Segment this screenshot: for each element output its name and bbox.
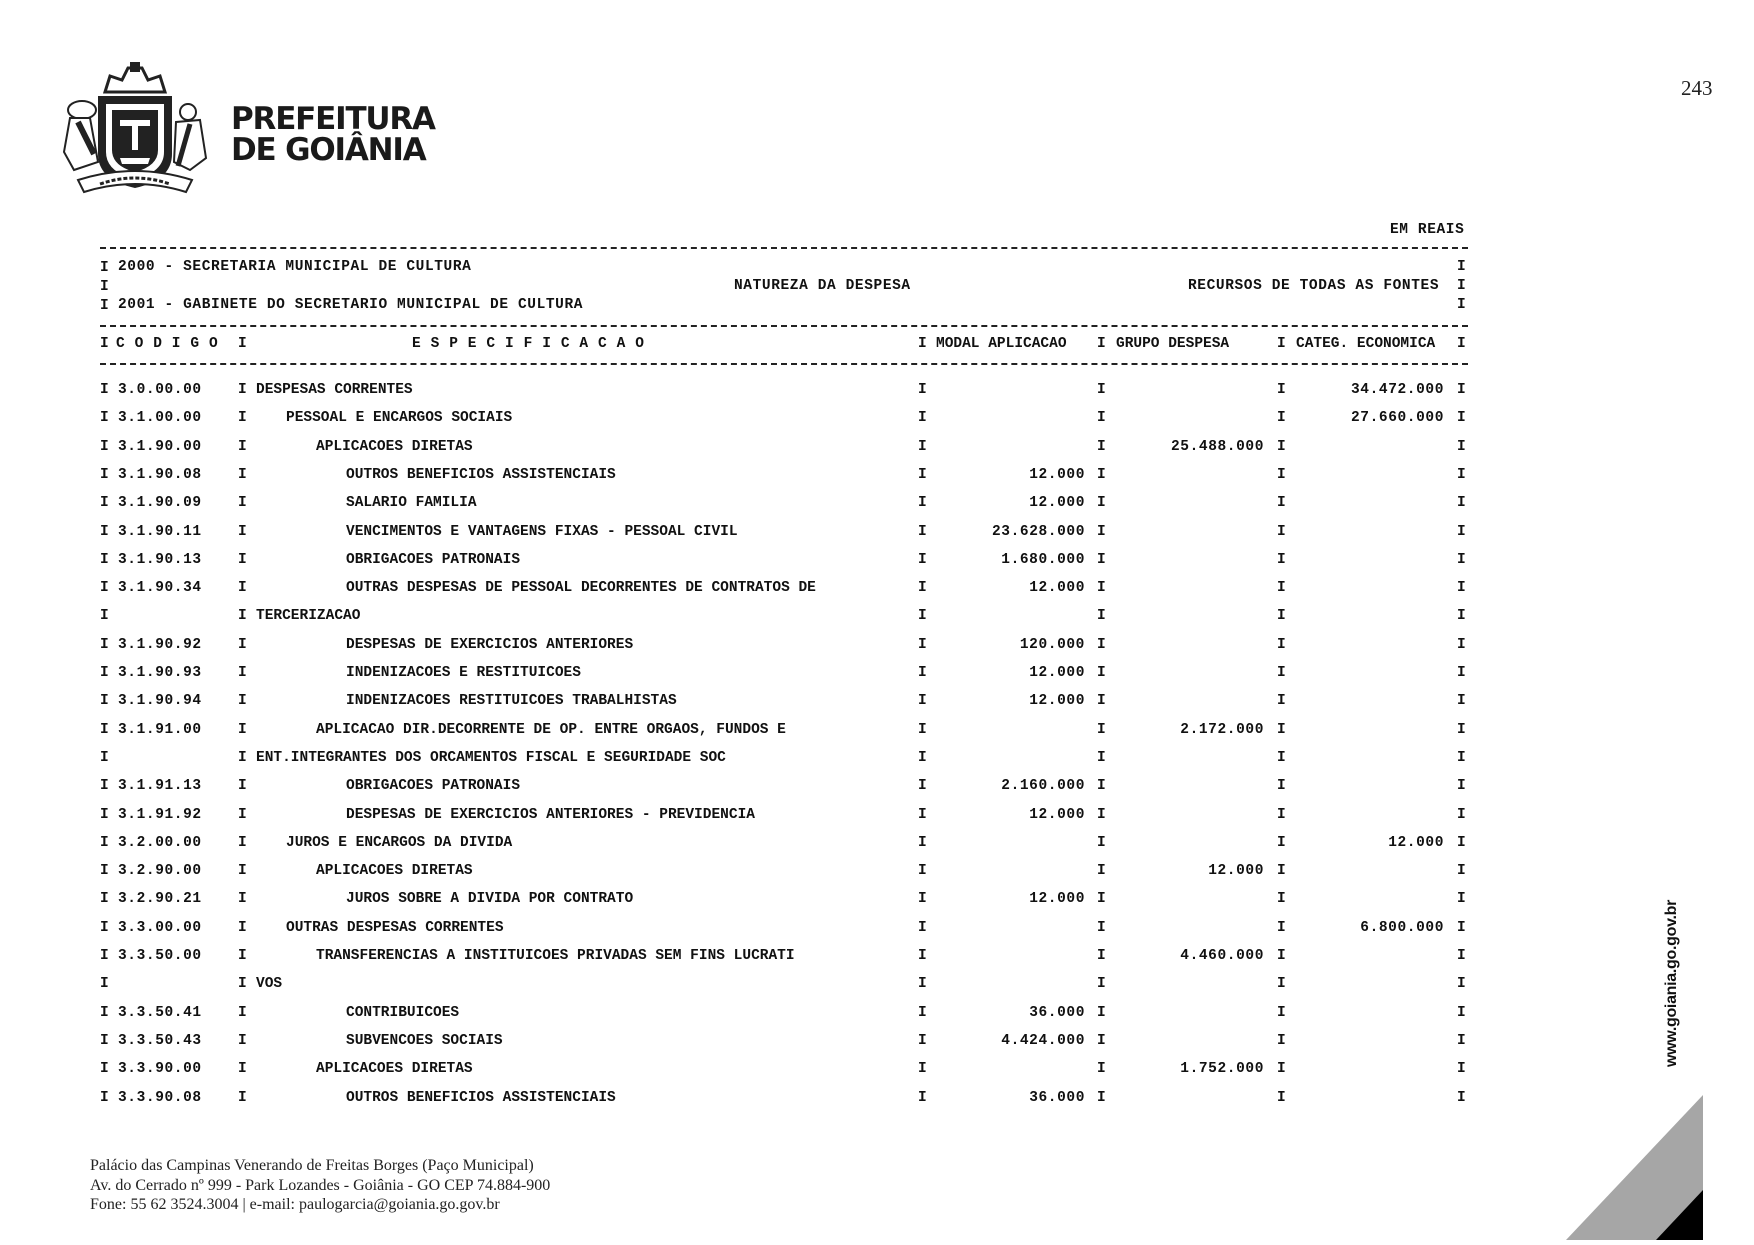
table-row	[0, 721, 1754, 739]
row-code: 3.1.90.94	[118, 693, 202, 710]
border-bar: I	[1457, 721, 1467, 738]
border-bar: I	[100, 976, 110, 993]
border-bar: I	[918, 778, 928, 795]
row-code: 3.3.90.00	[118, 1061, 202, 1078]
row-modal-value: 12.000	[1029, 693, 1085, 710]
table-row	[0, 409, 1754, 427]
row-description: DESPESAS DE EXERCICIOS ANTERIORES	[346, 636, 634, 653]
border-bar: I	[1097, 551, 1107, 568]
city-seal-logo	[60, 62, 210, 197]
border-bar: I	[1277, 636, 1287, 653]
border-bar: I	[238, 806, 248, 823]
border-bar: I	[1457, 1004, 1467, 1021]
border-bar: I	[100, 523, 110, 540]
border-bar: I	[238, 336, 248, 352]
row-code: 3.1.90.13	[118, 551, 202, 568]
border-bar: I	[1277, 1089, 1287, 1106]
row-categ-value: 12.000	[1388, 834, 1444, 851]
border-bar: I	[1097, 1061, 1107, 1078]
border-bar: I	[238, 863, 248, 880]
border-bar: I	[100, 410, 110, 427]
border-bar: I	[1097, 523, 1107, 540]
divider-top	[100, 247, 1468, 249]
border-bar: I	[100, 382, 110, 398]
table-row	[0, 834, 1754, 852]
border-bar: I	[1097, 834, 1107, 851]
border-bar: I	[1097, 495, 1107, 512]
table-row	[0, 777, 1754, 795]
border-bar: I	[100, 665, 110, 681]
row-grupo-value: 4.460.000	[1180, 948, 1264, 964]
border-bar: I	[918, 806, 928, 823]
border-bar: I	[1457, 1061, 1467, 1078]
border-bar: I	[1277, 608, 1287, 625]
border-bar: I	[1457, 382, 1467, 398]
border-bar: I	[918, 410, 928, 427]
border-bar: I	[238, 948, 248, 964]
border-bar: I	[918, 636, 928, 653]
border-bar: I	[100, 863, 110, 880]
border-bar: I	[1277, 976, 1287, 993]
border-bar: I	[918, 721, 928, 738]
row-description: APLICACOES DIRETAS	[316, 438, 473, 455]
border-bar: I	[238, 410, 248, 427]
row-description: VOS	[256, 976, 283, 993]
border-bar: I	[1277, 551, 1287, 568]
border-bar: I	[1457, 863, 1467, 880]
border-bar: I	[1277, 336, 1287, 352]
row-modal-value: 4.424.000	[1001, 1032, 1085, 1049]
border-bar: I	[1457, 438, 1467, 455]
row-grupo-value: 2.172.000	[1180, 721, 1264, 738]
table-row	[0, 862, 1754, 880]
border-bar: I	[100, 495, 110, 512]
row-code: 3.1.91.92	[118, 806, 202, 823]
border-bar: I	[1097, 410, 1107, 427]
border-bar: I	[100, 919, 110, 936]
border-bar: I	[1457, 891, 1467, 908]
row-code: 3.2.90.00	[118, 863, 202, 880]
column-header-codigo: C O D I G O	[116, 336, 219, 352]
border-bar: I	[918, 749, 928, 766]
border-bar: I	[918, 891, 928, 908]
brand-line-2: DE GOIÂNIA	[231, 132, 426, 168]
row-description: OUTROS BENEFICIOS ASSISTENCIAIS	[346, 1089, 616, 1106]
border-bar: I	[100, 438, 110, 455]
border-bar: I	[100, 778, 110, 795]
row-code: 3.3.90.08	[118, 1089, 202, 1106]
border-bar: I	[918, 495, 928, 512]
border-bar: I	[918, 948, 928, 964]
border-bar: I	[100, 336, 110, 352]
row-categ-value: 6.800.000	[1360, 919, 1444, 936]
border-bar: I	[100, 693, 110, 710]
border-bar: I	[1457, 259, 1467, 275]
table-row	[0, 806, 1754, 824]
border-bar: I	[1457, 551, 1467, 568]
row-description: TERCERIZACAO	[256, 608, 361, 625]
border-bar: I	[1277, 438, 1287, 455]
table-row	[0, 1089, 1754, 1107]
border-bar: I	[1097, 1089, 1107, 1106]
border-bar: I	[1457, 608, 1467, 625]
border-bar: I	[1097, 721, 1107, 738]
row-code: 3.1.90.34	[118, 580, 202, 597]
row-modal-value: 2.160.000	[1001, 778, 1085, 795]
border-bar: I	[100, 580, 110, 597]
row-modal-value: 12.000	[1029, 806, 1085, 823]
border-bar: I	[1457, 523, 1467, 540]
row-modal-value: 1.680.000	[1001, 551, 1085, 568]
brand-wordmark	[231, 101, 435, 168]
currency-note: EM REAIS	[1390, 222, 1465, 238]
row-code: 3.1.90.08	[118, 466, 202, 483]
table-row	[0, 975, 1754, 993]
border-bar: I	[1097, 1032, 1107, 1049]
border-bar: I	[1277, 806, 1287, 823]
row-code: 3.2.90.21	[118, 891, 202, 908]
row-grupo-value: 12.000	[1208, 863, 1264, 880]
border-bar: I	[1457, 410, 1467, 427]
border-bar: I	[918, 523, 928, 540]
column-header-modal: MODAL APLICACAO	[936, 336, 1067, 352]
table-row	[0, 664, 1754, 682]
border-bar: I	[918, 466, 928, 483]
border-bar: I	[100, 749, 110, 766]
border-bar: I	[238, 580, 248, 597]
row-description: INDENIZACOES E RESTITUICOES	[346, 665, 581, 681]
table-row	[0, 1060, 1754, 1078]
border-bar: I	[1097, 466, 1107, 483]
border-bar: I	[918, 1061, 928, 1078]
border-bar: I	[238, 382, 248, 398]
border-bar: I	[918, 665, 928, 681]
border-bar: I	[238, 608, 248, 625]
border-bar: I	[238, 721, 248, 738]
border-bar: I	[1277, 523, 1287, 540]
row-description: PESSOAL E ENCARGOS SOCIAIS	[286, 410, 513, 427]
border-bar: I	[918, 608, 928, 625]
border-bar: I	[100, 466, 110, 483]
row-code: 3.1.00.00	[118, 410, 202, 427]
border-bar: I	[1457, 1032, 1467, 1049]
border-bar: I	[238, 919, 248, 936]
border-bar: I	[1277, 495, 1287, 512]
border-bar: I	[1277, 891, 1287, 908]
row-description: DESPESAS DE EXERCICIOS ANTERIORES - PREVIDENCIA	[346, 806, 755, 823]
table-row	[0, 579, 1754, 597]
border-bar: I	[1097, 806, 1107, 823]
border-bar: I	[1097, 336, 1107, 352]
border-bar: I	[1097, 438, 1107, 455]
border-bar: I	[1277, 382, 1287, 398]
border-bar: I	[1097, 948, 1107, 964]
border-bar: I	[1457, 495, 1467, 512]
row-modal-value: 120.000	[1019, 636, 1085, 653]
border-bar: I	[100, 1004, 110, 1021]
row-description: APLICACAO DIR.DECORRENTE DE OP. ENTRE ORGAOS, FUNDOS E	[316, 721, 786, 738]
table-row	[0, 523, 1754, 541]
row-description: OBRIGACOES PATRONAIS	[346, 551, 521, 568]
border-bar: I	[100, 1089, 110, 1106]
border-bar: I	[238, 636, 248, 653]
border-bar: I	[1457, 778, 1467, 795]
border-bar: I	[1277, 948, 1287, 964]
border-bar: I	[100, 806, 110, 823]
brand-line-1: PREFEITURA	[231, 101, 435, 137]
border-bar: I	[238, 976, 248, 993]
footer-line-1: Palácio das Campinas Venerando de Freitas Borges (Paço Municipal)	[90, 1157, 534, 1174]
corner-decoration	[1550, 1095, 1754, 1245]
border-bar: I	[1097, 919, 1107, 936]
border-bar: I	[100, 551, 110, 568]
row-description: TRANSFERENCIAS A INSTITUICOES PRIVADAS SEM FINS LUCRATI	[316, 948, 795, 964]
border-bar: I	[1277, 721, 1287, 738]
border-bar: I	[238, 438, 248, 455]
border-bar: I	[1457, 580, 1467, 597]
row-modal-value: 23.628.000	[991, 523, 1085, 540]
table-row	[0, 381, 1754, 399]
border-bar: I	[238, 523, 248, 540]
row-modal-value: 12.000	[1029, 665, 1085, 681]
border-bar: I	[1097, 580, 1107, 597]
row-description: APLICACOES DIRETAS	[316, 1061, 473, 1078]
border-bar: I	[918, 863, 928, 880]
border-bar: I	[238, 1089, 248, 1106]
table-row	[0, 1004, 1754, 1022]
border-bar: I	[1457, 919, 1467, 936]
border-bar: I	[1457, 278, 1467, 294]
table-row	[0, 438, 1754, 456]
table-row	[0, 890, 1754, 908]
border-bar: I	[238, 551, 248, 568]
row-description: OBRIGACOES PATRONAIS	[346, 778, 521, 795]
footer-line-3: Fone: 55 62 3524.3004 | e-mail: paulogarcia@goiania.go.gov.br	[90, 1196, 500, 1213]
border-bar: I	[238, 1004, 248, 1021]
column-header-especificacao: E S P E C I F I C A C A O	[412, 336, 645, 352]
row-description: SALARIO FAMILIA	[346, 495, 477, 512]
row-description: ENT.INTEGRANTES DOS ORCAMENTOS FISCAL E SEGURIDADE SOC	[256, 749, 726, 766]
border-bar: I	[1277, 834, 1287, 851]
org-name: 2000 - SECRETARIA MUNICIPAL DE CULTURA	[118, 259, 472, 275]
border-bar: I	[100, 260, 110, 276]
table-row	[0, 466, 1754, 484]
row-code: 3.1.90.93	[118, 665, 202, 681]
row-modal-value: 12.000	[1029, 891, 1085, 908]
row-grupo-value: 25.488.000	[1170, 438, 1264, 455]
border-bar: I	[918, 336, 928, 352]
border-bar: I	[1457, 665, 1467, 681]
border-bar: I	[1457, 976, 1467, 993]
border-bar: I	[1277, 778, 1287, 795]
border-bar: I	[918, 1089, 928, 1106]
border-bar: I	[1277, 410, 1287, 427]
border-bar: I	[238, 466, 248, 483]
border-bar: I	[238, 1032, 248, 1049]
border-bar: I	[1277, 749, 1287, 766]
table-row	[0, 494, 1754, 512]
border-bar: I	[100, 948, 110, 964]
border-bar: I	[1097, 636, 1107, 653]
unit-name: 2001 - GABINETE DO SECRETARIO MUNICIPAL DE CULTURA	[118, 297, 584, 313]
row-code: 3.1.91.13	[118, 778, 202, 795]
row-code: 3.1.91.00	[118, 721, 202, 738]
border-bar: I	[238, 749, 248, 766]
border-bar: I	[238, 693, 248, 710]
border-bar: I	[1097, 863, 1107, 880]
border-bar: I	[918, 382, 928, 398]
footer-address	[90, 1156, 550, 1215]
table-row	[0, 1032, 1754, 1050]
border-bar: I	[100, 834, 110, 851]
border-bar: I	[1097, 608, 1107, 625]
row-categ-value: 27.660.000	[1350, 410, 1444, 427]
border-bar: I	[1277, 1032, 1287, 1049]
border-bar: I	[1097, 778, 1107, 795]
table-row	[0, 919, 1754, 937]
border-bar: I	[1097, 891, 1107, 908]
row-code: 3.0.00.00	[118, 382, 202, 398]
divider-header	[100, 363, 1468, 365]
border-bar: I	[1457, 466, 1467, 483]
border-bar: I	[100, 1032, 110, 1049]
border-bar: I	[1097, 1004, 1107, 1021]
website-url: www.goiania.go.gov.br	[1663, 899, 1680, 1067]
row-description: JUROS E ENCARGOS DA DIVIDA	[286, 834, 513, 851]
border-bar: I	[1097, 976, 1107, 993]
table-row	[0, 692, 1754, 710]
border-bar: I	[100, 721, 110, 738]
border-bar: I	[100, 891, 110, 908]
border-bar: I	[1097, 693, 1107, 710]
divider-mid	[100, 325, 1468, 327]
border-bar: I	[1457, 948, 1467, 964]
row-code: 3.2.00.00	[118, 834, 202, 851]
border-bar: I	[918, 693, 928, 710]
row-modal-value: 36.000	[1029, 1004, 1085, 1021]
row-description: JUROS SOBRE A DIVIDA POR CONTRATO	[346, 891, 634, 908]
column-header-categ: CATEG. ECONOMICA	[1296, 336, 1436, 352]
border-bar: I	[1277, 1061, 1287, 1078]
border-bar: I	[1277, 580, 1287, 597]
row-code: 3.3.50.41	[118, 1004, 202, 1021]
border-bar: I	[1277, 466, 1287, 483]
border-bar: I	[1457, 297, 1467, 313]
row-code: 3.1.90.09	[118, 495, 202, 512]
border-bar: I	[1457, 693, 1467, 710]
row-code: 3.1.90.11	[118, 523, 202, 540]
border-bar: I	[1097, 749, 1107, 766]
border-bar: I	[1457, 749, 1467, 766]
border-bar: I	[1097, 382, 1107, 398]
column-header-row	[0, 335, 1754, 353]
row-modal-value: 36.000	[1029, 1089, 1085, 1106]
border-bar: I	[918, 1032, 928, 1049]
row-description: OUTROS BENEFICIOS ASSISTENCIAIS	[346, 466, 616, 483]
border-bar: I	[1457, 336, 1467, 352]
row-description: SUBVENCOES SOCIAIS	[346, 1032, 503, 1049]
row-description: VENCIMENTOS E VANTAGENS FIXAS - PESSOAL CIVIL	[346, 523, 738, 540]
row-code: 3.3.00.00	[118, 919, 202, 936]
row-description: CONTRIBUICOES	[346, 1004, 460, 1021]
border-bar: I	[1097, 665, 1107, 681]
row-description: APLICACOES DIRETAS	[316, 863, 473, 880]
border-bar: I	[238, 665, 248, 681]
border-bar: I	[1277, 665, 1287, 681]
section-title: NATUREZA DA DESPESA	[734, 278, 911, 294]
border-bar: I	[1277, 863, 1287, 880]
table-row	[0, 947, 1754, 965]
border-bar: I	[238, 834, 248, 851]
page-number: 243	[1681, 76, 1713, 100]
table-row	[0, 607, 1754, 625]
table-row	[0, 551, 1754, 569]
row-grupo-value: 1.752.000	[1180, 1061, 1264, 1078]
footer-line-2: Av. do Cerrado nº 999 - Park Lozandes - Goiânia - GO CEP 74.884-900	[90, 1176, 551, 1194]
border-bar: I	[238, 1061, 248, 1078]
border-bar: I	[100, 298, 110, 314]
border-bar: I	[100, 608, 110, 625]
column-header-grupo: GRUPO DESPESA	[1116, 336, 1230, 352]
border-bar: I	[918, 438, 928, 455]
border-bar: I	[1457, 636, 1467, 653]
border-bar: I	[918, 580, 928, 597]
border-bar: I	[1277, 693, 1287, 710]
resources-title: RECURSOS DE TODAS AS FONTES	[1188, 278, 1440, 294]
border-bar: I	[1457, 806, 1467, 823]
border-bar: I	[918, 1004, 928, 1021]
table-row	[0, 749, 1754, 767]
row-code: 3.3.50.00	[118, 948, 202, 964]
border-bar: I	[1277, 1004, 1287, 1021]
row-description: OUTRAS DESPESAS DE PESSOAL DECORRENTES DE CONTRATOS DE	[346, 580, 816, 597]
row-categ-value: 34.472.000	[1350, 382, 1444, 398]
border-bar: I	[918, 976, 928, 993]
table-row	[0, 636, 1754, 654]
border-bar: I	[100, 1061, 110, 1078]
row-modal-value: 12.000	[1029, 495, 1085, 512]
row-description: DESPESAS CORRENTES	[256, 382, 413, 398]
border-bar: I	[1457, 1089, 1467, 1106]
row-code: 3.1.90.92	[118, 636, 202, 653]
row-code: 3.3.50.43	[118, 1032, 202, 1049]
border-bar: I	[238, 495, 248, 512]
border-bar: I	[238, 778, 248, 795]
border-bar: I	[918, 919, 928, 936]
border-bar: I	[1457, 834, 1467, 851]
border-bar: I	[100, 279, 110, 295]
border-bar: I	[1277, 919, 1287, 936]
border-bar: I	[918, 834, 928, 851]
row-description: INDENIZACOES RESTITUICOES TRABALHISTAS	[346, 693, 677, 710]
border-bar: I	[238, 891, 248, 908]
row-modal-value: 12.000	[1029, 466, 1085, 483]
row-description: OUTRAS DESPESAS CORRENTES	[286, 919, 504, 936]
row-code: 3.1.90.00	[118, 438, 202, 455]
border-bar: I	[918, 551, 928, 568]
border-bar: I	[100, 636, 110, 653]
row-modal-value: 12.000	[1029, 580, 1085, 597]
